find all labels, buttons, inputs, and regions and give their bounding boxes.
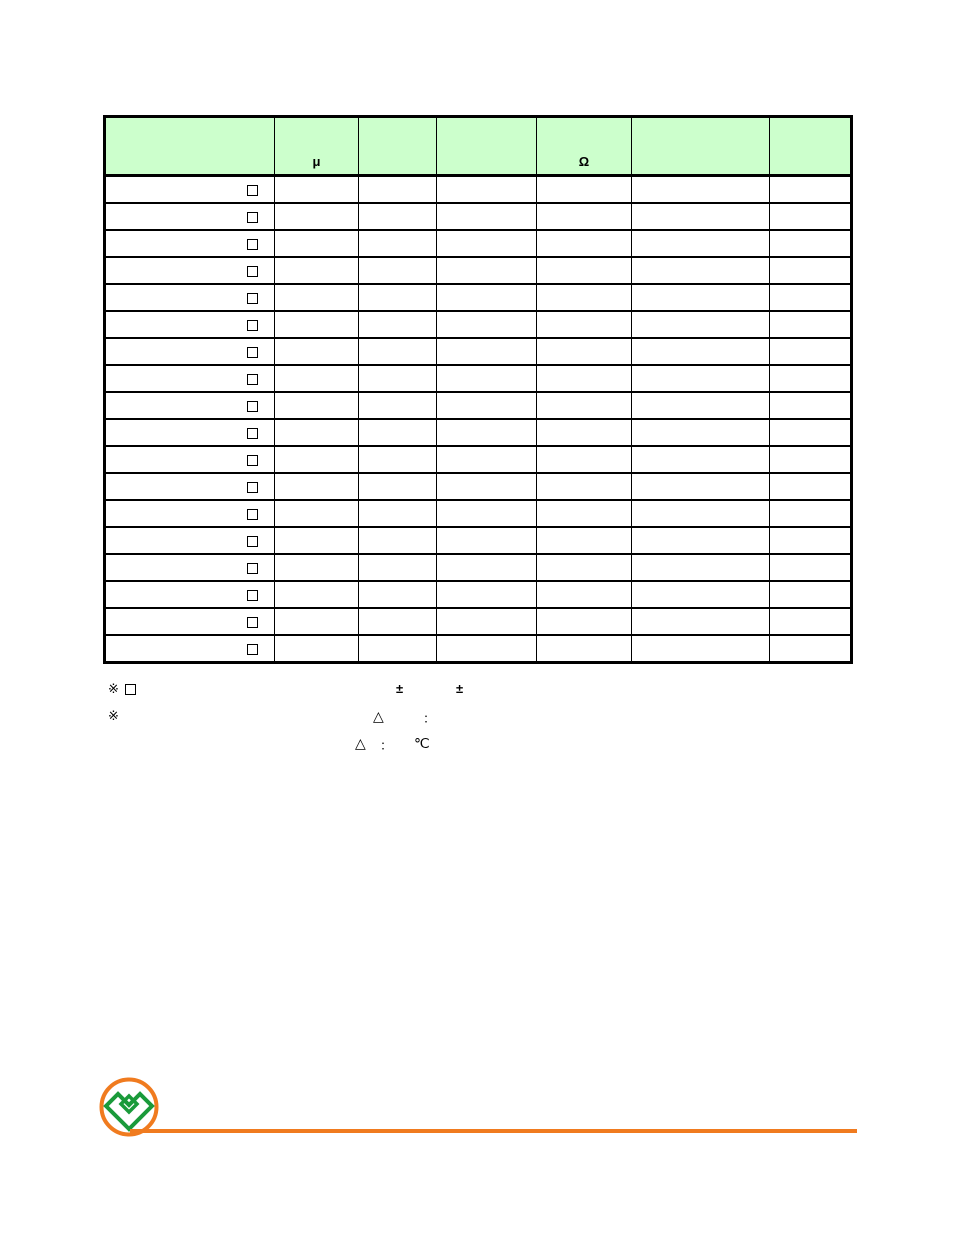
table-cell [770, 392, 852, 419]
table-cell [632, 176, 770, 204]
table-cell [359, 176, 437, 204]
table-cell [632, 311, 770, 338]
box-placeholder-icon [247, 644, 258, 655]
part-number-cell [105, 230, 275, 257]
table-cell [770, 257, 852, 284]
table-cell [359, 608, 437, 635]
table-cell [359, 392, 437, 419]
table-row [105, 230, 852, 257]
table-cell [359, 527, 437, 554]
box-placeholder-icon [247, 212, 258, 223]
table-cell [770, 608, 852, 635]
table-cell [275, 203, 359, 230]
table-cell [770, 230, 852, 257]
box-placeholder-icon [247, 536, 258, 547]
table-cell [632, 581, 770, 608]
table-row [105, 365, 852, 392]
table-cell [770, 203, 852, 230]
table-cell [275, 311, 359, 338]
table-cell [359, 257, 437, 284]
table-cell [770, 473, 852, 500]
table-row [105, 473, 852, 500]
table-cell [632, 365, 770, 392]
table-header-row [105, 117, 852, 176]
table-cell [275, 581, 359, 608]
table-cell [770, 365, 852, 392]
table-cell [632, 203, 770, 230]
part-number-cell [105, 527, 275, 554]
table-row [105, 581, 852, 608]
table-cell [275, 419, 359, 446]
table-cell [359, 203, 437, 230]
footer-divider [130, 1129, 857, 1133]
table-cell [770, 500, 852, 527]
table-cell [359, 554, 437, 581]
table-cell [537, 500, 632, 527]
table-cell [537, 284, 632, 311]
table-cell [359, 635, 437, 663]
header-col-3 [359, 117, 437, 176]
table-cell [359, 365, 437, 392]
table-cell [770, 284, 852, 311]
table-cell [632, 392, 770, 419]
table-cell [359, 230, 437, 257]
header-col-4 [437, 117, 537, 176]
note-triangle-2: △ [355, 735, 366, 751]
part-number-cell [105, 257, 275, 284]
table-cell [770, 527, 852, 554]
part-number-cell [105, 608, 275, 635]
table-cell [537, 608, 632, 635]
note-celsius-unit: ℃ [414, 735, 430, 751]
table-cell [275, 446, 359, 473]
table-cell [537, 176, 632, 204]
table-cell [770, 635, 852, 663]
box-placeholder-icon [247, 401, 258, 412]
table-cell [359, 581, 437, 608]
note-colon-1: ： [423, 711, 437, 726]
table-cell [632, 527, 770, 554]
header-dcr: Ω [537, 117, 632, 176]
box-placeholder-icon [247, 617, 258, 628]
table-cell [275, 176, 359, 204]
note-line-1 [108, 681, 136, 697]
table-cell [632, 608, 770, 635]
table-cell [275, 554, 359, 581]
box-placeholder-icon [247, 455, 258, 466]
table-cell [437, 365, 537, 392]
box-placeholder-icon [247, 266, 258, 277]
table-row [105, 284, 852, 311]
table-cell [537, 365, 632, 392]
table-cell [537, 446, 632, 473]
table-cell [437, 176, 537, 204]
box-placeholder-icon [247, 185, 258, 196]
table-cell [632, 554, 770, 581]
table-cell [275, 392, 359, 419]
table-cell [632, 338, 770, 365]
table-cell [537, 635, 632, 663]
table-cell [537, 554, 632, 581]
table-cell [275, 473, 359, 500]
note-mark-2: ※ [108, 708, 119, 723]
table-cell [437, 257, 537, 284]
table-cell [537, 338, 632, 365]
part-number-cell [105, 554, 275, 581]
box-placeholder-icon [247, 347, 258, 358]
part-number-cell [105, 176, 275, 204]
table-cell [770, 554, 852, 581]
table-cell [275, 500, 359, 527]
part-number-cell [105, 338, 275, 365]
table-cell [275, 230, 359, 257]
table-cell [632, 230, 770, 257]
company-logo [99, 1077, 159, 1137]
table-cell [437, 635, 537, 663]
table-cell [632, 635, 770, 663]
table-row [105, 500, 852, 527]
table-cell [632, 419, 770, 446]
table-cell [437, 203, 537, 230]
note-plusminus-1: ± [396, 681, 404, 696]
note-triangle-1: △ [373, 708, 384, 724]
box-placeholder-icon [247, 293, 258, 304]
table-cell [359, 419, 437, 446]
table-cell [275, 257, 359, 284]
table-cell [537, 419, 632, 446]
table-row [105, 311, 852, 338]
header-col-7 [770, 117, 852, 176]
part-number-cell [105, 635, 275, 663]
box-placeholder-icon [247, 374, 258, 385]
table-cell [359, 500, 437, 527]
table-cell [770, 581, 852, 608]
table-cell [770, 176, 852, 204]
table-cell [437, 338, 537, 365]
table-body [105, 176, 852, 663]
table-cell [275, 527, 359, 554]
table-cell [275, 338, 359, 365]
part-number-cell [105, 392, 275, 419]
part-number-cell [105, 581, 275, 608]
table-cell [437, 554, 537, 581]
header-col-6 [632, 117, 770, 176]
table-row [105, 554, 852, 581]
table-row [105, 257, 852, 284]
table-cell [770, 338, 852, 365]
table-row [105, 419, 852, 446]
table-cell [275, 608, 359, 635]
spec-table [103, 115, 853, 664]
table-cell [437, 581, 537, 608]
table-cell [437, 500, 537, 527]
box-placeholder-icon [247, 509, 258, 520]
table-cell [359, 473, 437, 500]
table-row [105, 176, 852, 204]
note-mark: ※ [108, 681, 119, 696]
table-cell [437, 608, 537, 635]
part-number-cell [105, 284, 275, 311]
table-cell [632, 500, 770, 527]
box-placeholder-icon [247, 563, 258, 574]
table-row [105, 338, 852, 365]
table-row [105, 608, 852, 635]
table-cell [537, 203, 632, 230]
table-cell [359, 311, 437, 338]
table-cell [437, 446, 537, 473]
table-cell [359, 338, 437, 365]
header-inductance: μ [275, 117, 359, 176]
part-number-cell [105, 473, 275, 500]
part-number-cell [105, 500, 275, 527]
table-cell [275, 365, 359, 392]
box-placeholder-icon [247, 590, 258, 601]
box-placeholder-icon [247, 320, 258, 331]
part-number-cell [105, 311, 275, 338]
part-number-cell [105, 203, 275, 230]
table-cell [359, 284, 437, 311]
table-cell [632, 284, 770, 311]
table-cell [537, 581, 632, 608]
table-cell [537, 311, 632, 338]
box-placeholder-icon [247, 239, 258, 250]
table-row [105, 635, 852, 663]
table-cell [537, 473, 632, 500]
table-cell [437, 230, 537, 257]
table-cell [437, 311, 537, 338]
table-cell [770, 311, 852, 338]
table-cell [537, 527, 632, 554]
table-cell [275, 635, 359, 663]
table-cell [359, 446, 437, 473]
table-cell [537, 230, 632, 257]
box-placeholder-icon [247, 482, 258, 493]
table-row [105, 446, 852, 473]
table-cell [437, 284, 537, 311]
table-cell [537, 392, 632, 419]
table-cell [437, 392, 537, 419]
table-row [105, 527, 852, 554]
table-row [105, 203, 852, 230]
table-cell [437, 473, 537, 500]
table-cell [275, 284, 359, 311]
table-cell [437, 527, 537, 554]
table-cell [632, 446, 770, 473]
note-colon-2: ： [380, 738, 394, 753]
table-cell [770, 446, 852, 473]
part-number-cell [105, 419, 275, 446]
table-cell [537, 257, 632, 284]
part-number-cell [105, 446, 275, 473]
part-number-cell [105, 365, 275, 392]
table-row [105, 392, 852, 419]
box-placeholder-icon [247, 428, 258, 439]
table-cell [437, 419, 537, 446]
note-box-icon [125, 684, 136, 695]
header-part-number [105, 117, 275, 176]
table-cell [770, 419, 852, 446]
note-plusminus-2: ± [456, 681, 464, 696]
table-cell [632, 257, 770, 284]
table-cell [632, 473, 770, 500]
